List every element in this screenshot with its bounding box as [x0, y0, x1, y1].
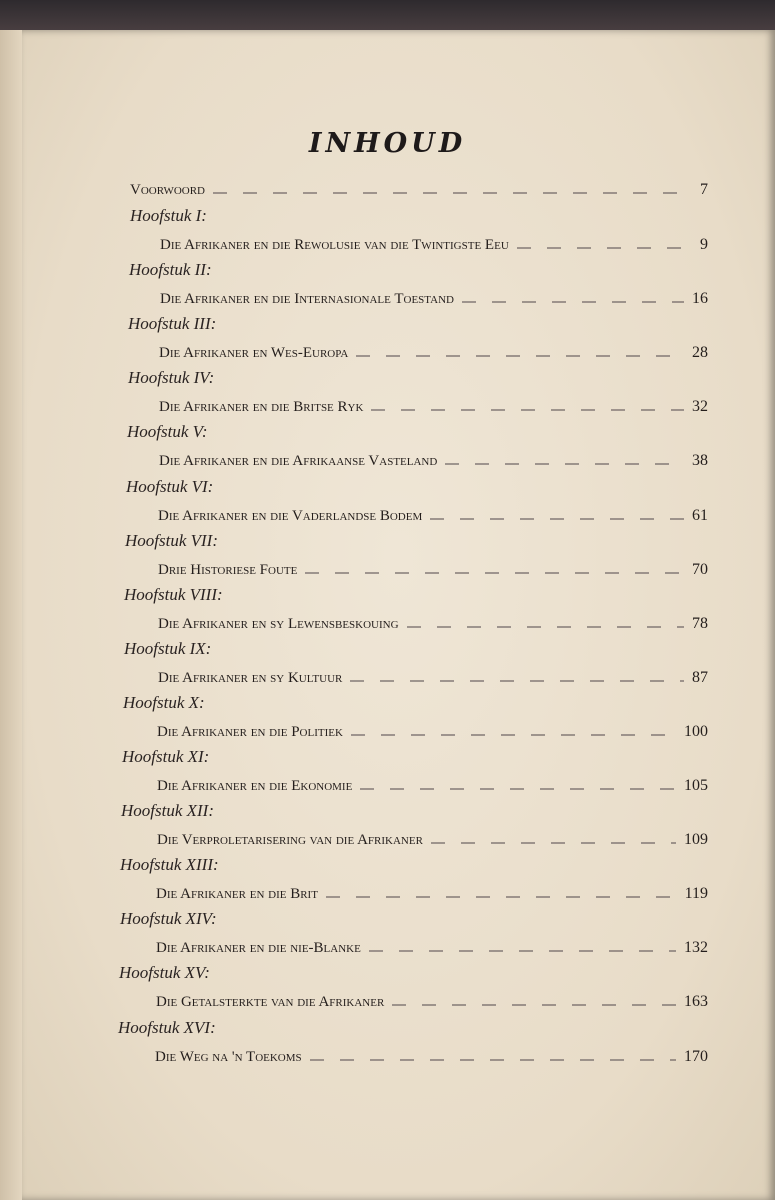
dot-leader	[356, 355, 684, 357]
chapter-heading: Hoofstuk XI:	[122, 747, 210, 766]
chapter-heading: Hoofstuk XII:	[121, 801, 215, 821]
page-number: 170	[684, 1047, 708, 1065]
page-number: 78	[692, 614, 708, 632]
dot-leader	[517, 247, 688, 249]
entry-title: Die Afrikaner en die Brit	[156, 886, 318, 903]
dot-leader	[431, 842, 676, 844]
toc-entry	[158, 615, 708, 633]
toc-entry	[158, 507, 708, 525]
chapter-heading: Hoofstuk XV:	[119, 963, 210, 983]
toc-entry	[160, 236, 708, 254]
entry-title: Die Afrikaner en die Ekonomie	[157, 778, 353, 794]
entry-title: Voorwoord	[130, 182, 206, 198]
facing-page-edge	[0, 30, 22, 1200]
dot-leader	[445, 463, 684, 465]
page-title: INHOUD	[308, 128, 467, 159]
chapter-heading: Hoofstuk X:	[123, 692, 205, 712]
toc-entry	[159, 398, 708, 416]
chapter-heading: Hoofstuk II:	[129, 260, 212, 280]
chapter-heading: Hoofstuk VIII:	[124, 584, 223, 604]
page-number: 16	[692, 290, 708, 308]
page-number: 61	[692, 506, 708, 524]
entry-title: Die Afrikaner en die Afrikaanse Vasteland	[159, 453, 438, 470]
dot-leader	[369, 950, 676, 952]
chapter-heading: Hoofstuk IV:	[128, 368, 215, 388]
page-number: 70	[692, 560, 708, 578]
toc-entry	[156, 885, 708, 903]
entry-title: Die Afrikaner en die Internasionale Toestand	[160, 291, 454, 308]
dot-leader	[371, 409, 684, 411]
dot-leader	[305, 572, 684, 574]
dot-leader	[430, 518, 684, 520]
toc-entry	[159, 452, 708, 470]
entry-title: Die Afrikaner en die Vaderlandse Bodem	[158, 507, 423, 524]
dot-leader	[213, 192, 688, 194]
toc-entry	[159, 344, 708, 362]
page-number: 32	[692, 398, 708, 416]
toc-entry-foreword	[130, 181, 708, 199]
entry-title: Die Afrikaner en sy Kultuur	[158, 669, 343, 686]
entry-title: Die Afrikaner en die Politiek	[157, 723, 343, 740]
toc-entry	[156, 993, 708, 1011]
dot-leader	[310, 1059, 676, 1061]
entry-title: Die Afrikaner en sy Lewensbeskouing	[158, 615, 399, 632]
chapter-heading: Hoofstuk XIV:	[120, 909, 217, 929]
toc-entry	[157, 723, 708, 741]
dot-leader	[407, 626, 684, 628]
chapter-heading: Hoofstuk VII:	[125, 530, 219, 550]
page-number: 105	[684, 777, 708, 794]
dot-leader	[326, 896, 677, 898]
page-number: 100	[684, 722, 708, 740]
toc-entry	[157, 831, 708, 849]
toc-entry	[156, 939, 708, 957]
dot-leader	[350, 680, 684, 682]
dot-leader	[392, 1004, 676, 1006]
page-number: 119	[684, 885, 708, 903]
page-number: 109	[684, 831, 708, 849]
toc-entry	[160, 290, 708, 308]
chapter-heading: Hoofstuk XVI:	[118, 1017, 216, 1037]
toc-entry	[157, 777, 708, 795]
scan-background	[0, 0, 775, 34]
toc-entry	[158, 561, 708, 579]
chapter-heading: Hoofstuk VI:	[126, 476, 214, 496]
entry-title: Drie Historiese Foute	[158, 561, 298, 578]
page-number: 38	[692, 452, 708, 470]
page-number: 28	[692, 344, 708, 362]
dot-leader	[360, 788, 676, 790]
entry-title: Die Getalsterkte van die Afrikaner	[156, 994, 385, 1011]
page-number: 132	[684, 939, 708, 957]
toc-entry	[158, 669, 708, 687]
entry-title: Die Verproletarisering van die Afrikaner	[157, 832, 423, 849]
toc-entry	[155, 1048, 708, 1066]
dot-leader	[462, 301, 684, 303]
entry-title: Die Weg na 'n Toekoms	[155, 1048, 302, 1065]
page-number: 163	[684, 993, 708, 1011]
page-number: 7	[700, 181, 708, 198]
chapter-heading: Hoofstuk XIII:	[120, 855, 219, 875]
entry-title: Die Afrikaner en die Rewolusie van die Twintigste Eeu	[160, 237, 509, 253]
entry-title: Die Afrikaner en die nie-Blanke	[156, 940, 361, 957]
chapter-heading: Hoofstuk IX:	[124, 638, 212, 658]
chapter-heading: Hoofstuk V:	[127, 422, 208, 442]
page-number: 9	[700, 236, 708, 253]
dot-leader	[351, 734, 676, 736]
page-number: 87	[692, 668, 708, 686]
entry-title: Die Afrikaner en Wes-Europa	[159, 345, 349, 362]
entry-title: Die Afrikaner en die Britse Ryk	[159, 399, 364, 416]
chapter-heading: Hoofstuk III:	[128, 314, 217, 334]
chapter-heading: Hoofstuk I:	[130, 206, 207, 225]
